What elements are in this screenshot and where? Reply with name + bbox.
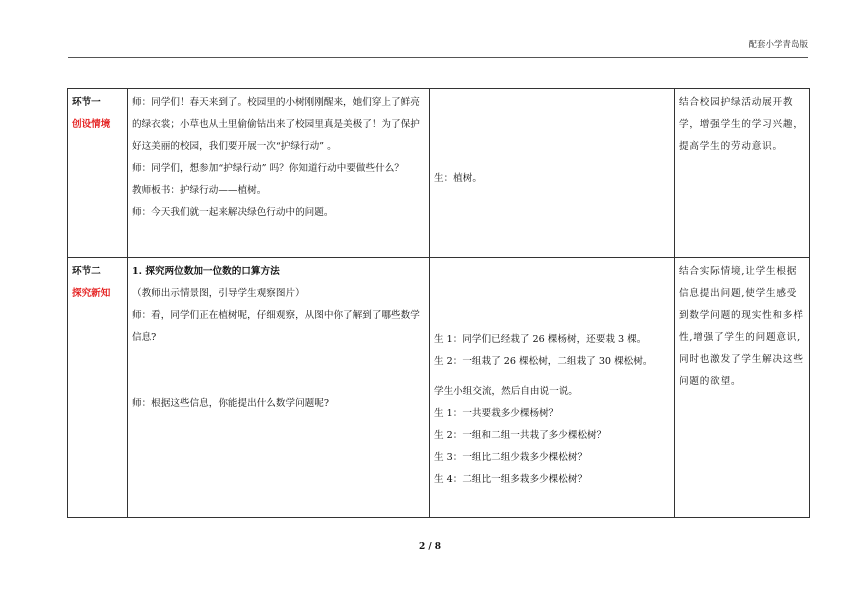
student-line: 生 3：一组比二组少栽多少棵松树？ [434, 452, 588, 463]
stage-cell [68, 89, 128, 258]
student-activity-cell [430, 89, 675, 258]
header-label: 配套小学青岛版 [748, 40, 808, 50]
table-row [68, 89, 810, 258]
teacher-line: 师：看，同学们正在植树呢，仔细观察，从图中你了解到了哪些数学信息? [132, 310, 420, 343]
teacher-heading: 1. 探究两位数加一位数的口算方法 [132, 266, 280, 277]
student-line: 生 1：同学们已经栽了 26 棵杨树，还要栽 3 棵。 [434, 334, 647, 345]
teacher-line: （教师出示情景图，引导学生观察图片） [132, 288, 305, 299]
design-intent-cell [675, 89, 810, 258]
stage-name: 创设情境 [72, 119, 111, 130]
page-number: 2 / 8 [418, 542, 442, 552]
teacher-line: 师：同学们，想参加“护绿行动” 吗？你知道行动中要做些什么？ [132, 163, 404, 174]
teacher-line: 教师板书：护绿行动——植树。 [132, 185, 267, 196]
teacher-activity-cell [128, 258, 430, 518]
header-rule [68, 57, 808, 58]
design-intent-cell [675, 258, 810, 518]
teacher-activity-cell [128, 89, 430, 258]
student-line: 生 4：二组比一组多栽多少棵松树？ [434, 474, 588, 485]
student-line: 生：植树。 [434, 173, 482, 184]
student-line: 生 2：一组栽了 26 棵松树，二组栽了 30 棵松树。 [434, 356, 653, 367]
table-row [68, 258, 810, 518]
student-activity-cell [430, 258, 675, 518]
stage-title: 环节二 [72, 266, 101, 277]
teacher-line: 师：根据这些信息，你能提出什么数学问题呢? [132, 398, 330, 409]
student-line: 学生小组交流，然后自由说一说。 [434, 386, 578, 397]
teacher-line: 师：同学们！春天来到了。校园里的小树刚刚醒来，她们穿上了鲜亮的绿衣裳；小草也从土里偷偷钻出来了校园里真是美极了！为了保护好这美丽的校园，我们要开展一次“护绿行动” 。 [132, 97, 420, 152]
student-line: 生 1：一共要栽多少棵杨树？ [434, 408, 559, 419]
stage-cell [68, 258, 128, 518]
stage-name: 探究新知 [72, 288, 111, 299]
teacher-line: 师：今天我们就一起来解决绿色行动中的问题。 [132, 207, 334, 218]
student-line: 生 2：一组和二组一共栽了多少棵松树？ [434, 430, 607, 441]
design-intent: 结合实际情境,让学生根据信息提出问题,使学生感受到数学问题的现实性和多样性,增强了学生的问题意识,同时也激发了学生解决这些问题的欲望。 [679, 266, 804, 387]
stage-title: 环节一 [72, 97, 101, 108]
lesson-plan-table [67, 88, 810, 518]
design-intent: 结合校园护绿活动展开教学，增强学生的学习兴趣，提高学生的劳动意识。 [679, 97, 804, 152]
